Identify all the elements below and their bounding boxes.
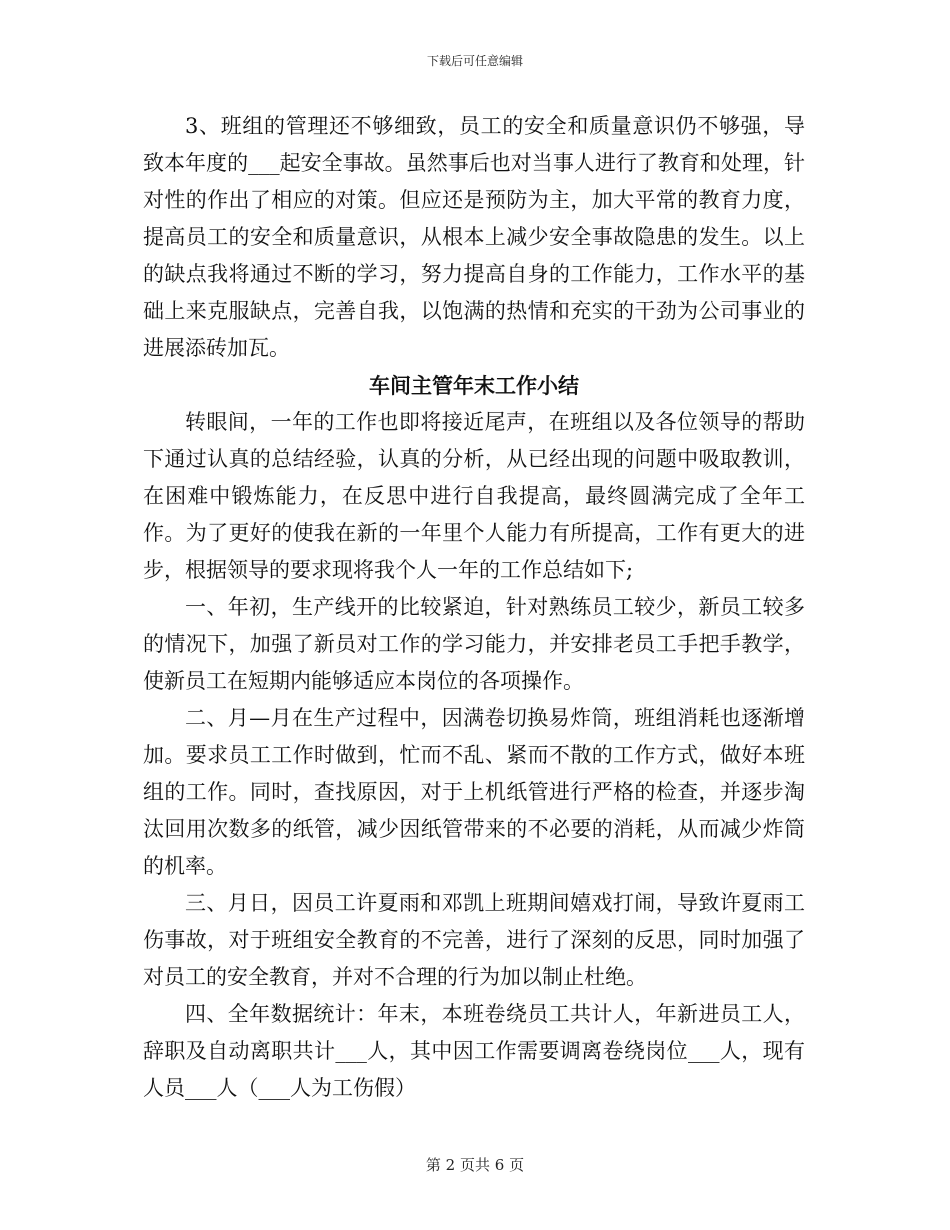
paragraph-intro: 转眼间，一年的工作也即将接近尾声，在班组以及各位领导的帮助下通过认真的总结经验，认真的分析，从已经出现的问题中吸取教训，在困难中锻炼能力，在反思中进行自我提高，最终圆满完成了全年工作。为了更好的使我在新的一年里个人能力有所提高，工作有更大的进步，根据领导的要求现将我个人一年的工作总结如下; bbox=[143, 410, 805, 582]
paragraph-item-3: 三、月日，因员工许夏雨和邓凯上班期间嬉戏打闹，导致许夏雨工伤事故，对于班组安全教育的不完善，进行了深刻的反思，同时加强了对员工的安全教育，并对不合理的行为加以制止杜绝。 bbox=[143, 891, 805, 989]
paragraph-item-2: 二、月—月在生产过程中，因满卷切换易炸筒，班组消耗也逐渐增加。要求员工工作时做到，忙而不乱、紧而不散的工作方式，做好本班组的工作。同时，查找原因，对于上机纸管进行严格的检查，并逐步淘汰回用次数多的纸管，减少因纸管带来的不必要的消耗，从而减少炸筒的机率。 bbox=[143, 706, 805, 878]
paragraph-shortcomings: 3、班组的管理还不够细致，员工的安全和质量意识仍不够强，导致本年度的___起安全事故。虽然事后也对当事人进行了教育和处理，针对性的作出了相应的对策。但应还是预防为主，加大平常的教育力度，提高员工的安全和质量意识，从根本上减少安全事故隐患的发生。以上的缺点我将通过不断的学习，努力提高自身的工作能力，工作水平的基础上来克服缺点，完善自我，以饱满的热情和充实的干劲为公司事业的进展添砖加瓦。 bbox=[143, 114, 805, 360]
document-body bbox=[143, 108, 805, 1107]
page-footer: 第 2 页共 6 页 bbox=[425, 1156, 525, 1174]
paragraph-item-4: 四、全年数据统计：年末，本班卷绕员工共计人，年新进员工人，辞职及自动离职共计___人，其中因工作需要调离卷绕岗位___人，现有人员___人（___人为工伤假） bbox=[143, 1002, 805, 1100]
paragraph-item-1: 一、年初，生产线开的比较紧迫，针对熟练员工较少，新员工较多的情况下，加强了新员对工作的学习能力，并安排老员工手把手教学，使新员工在短期内能够适应本岗位的各项操作。 bbox=[143, 595, 805, 693]
section-heading: 车间主管年末工作小结 bbox=[369, 373, 579, 398]
page-header: 下载后可任意编辑 bbox=[426, 54, 523, 68]
